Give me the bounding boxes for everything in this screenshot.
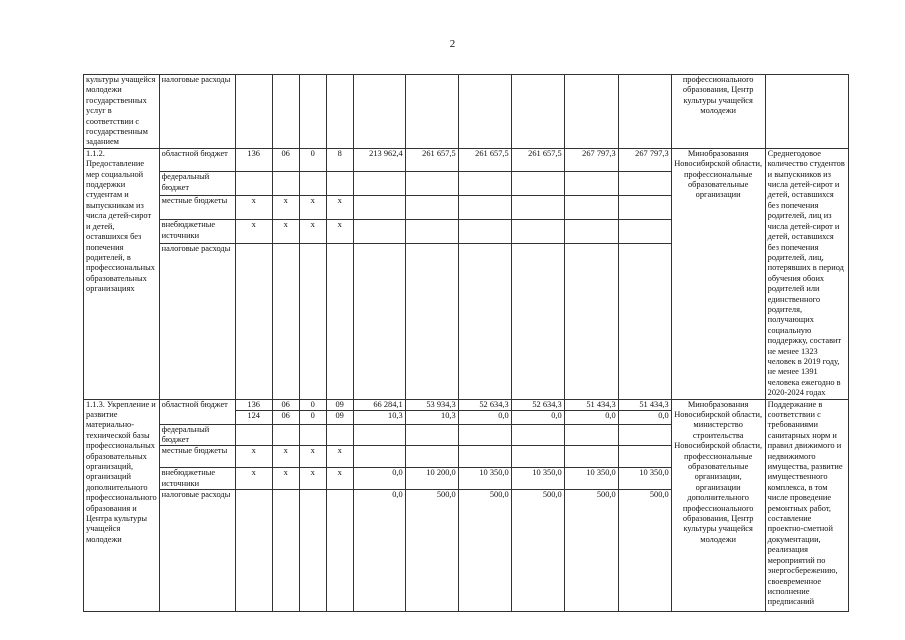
code-cell: х — [235, 195, 272, 220]
value-cell — [353, 220, 405, 243]
code-cell: х — [326, 468, 353, 490]
source-label: налоговые расходы — [159, 243, 235, 399]
value-cell — [618, 243, 671, 399]
page-number: 2 — [449, 38, 456, 50]
value-cell — [458, 446, 511, 468]
code-cell: х — [326, 220, 353, 243]
code-cell: х — [272, 195, 299, 220]
value-cell — [458, 195, 511, 220]
value-cell: 267 797,3 — [564, 148, 618, 171]
result-cell: Среднегодовое количество студентов и выпускников из числа детей-сирот и детей, оставшихся без попечения родителей, лиц из числа детей-сирот и детей, оставшихся без попечения родителей, лиц, потерявших в период обучения обоих родителей или единственного родителя, получающих социальную поддержку, составит не менее 1323 человек в 2019 году, не менее 1391 человека ежегодно в 2020-2024 годах — [765, 148, 848, 399]
code-cell: х — [299, 195, 326, 220]
value-cell — [353, 75, 405, 149]
code-cell — [299, 424, 326, 446]
code-cell: х — [326, 195, 353, 220]
value-cell: 10 200,0 — [405, 468, 458, 490]
code-cell — [235, 490, 272, 612]
value-cell — [458, 399, 511, 424]
source-label: местные бюджеты — [159, 195, 235, 220]
value-cell — [405, 172, 458, 195]
value-cell — [353, 399, 405, 424]
code-cell: х — [235, 468, 272, 490]
value-cell — [618, 75, 671, 149]
table-row — [84, 148, 849, 171]
value-cell: 10 350,0 — [564, 468, 618, 490]
code-cell — [235, 243, 272, 399]
value-cell — [618, 446, 671, 468]
value-cell: 0,0 — [353, 468, 405, 490]
value-cell — [618, 424, 671, 446]
value-cell — [564, 195, 618, 220]
value: 10,3 — [354, 410, 405, 421]
executor-cell: профессионального образования, Центр культуры учащейся молодежи — [671, 75, 765, 149]
executor-cell: Минобразования Новосибирской области, министерство строительства Новосибирской области, профессиональные образовательные организации, организации дополнительного профессионального образования, Центр культуры учащейся молодежи — [671, 399, 765, 612]
code-cell: х — [235, 220, 272, 243]
code-cell — [326, 75, 353, 149]
source-label: областной бюджет — [159, 399, 235, 424]
code-cell: х — [299, 446, 326, 468]
code-value: 124 — [236, 410, 272, 421]
value-cell: 500,0 — [564, 490, 618, 612]
value-cell — [564, 446, 618, 468]
code-cell — [299, 399, 326, 424]
value-cell — [511, 195, 564, 220]
value: 51 434,3 — [586, 399, 616, 409]
code-value: 09 — [327, 410, 353, 421]
value-cell: 500,0 — [458, 490, 511, 612]
value: 0,0 — [619, 410, 671, 421]
code-cell — [299, 243, 326, 399]
source-label: внебюджетные источники — [159, 468, 235, 490]
source-label: федеральный бюджет — [159, 172, 235, 195]
value-cell — [618, 172, 671, 195]
code-value: 0 — [310, 399, 315, 409]
code-cell — [299, 490, 326, 612]
value-cell: 10 350,0 — [618, 468, 671, 490]
executor-cell: Минобразования Новосибирской области, профессиональные образовательные организации — [671, 148, 765, 399]
code-value: 06 — [281, 399, 290, 409]
value-cell — [564, 220, 618, 243]
value-cell — [511, 446, 564, 468]
code-cell — [272, 172, 299, 195]
value-cell — [511, 399, 564, 424]
source-label: местные бюджеты — [159, 446, 235, 468]
code-cell: 8 — [326, 148, 353, 171]
value-cell — [405, 195, 458, 220]
value-cell — [405, 220, 458, 243]
value-cell: 261 657,5 — [458, 148, 511, 171]
code-value: 06 — [273, 410, 299, 421]
code-cell — [299, 75, 326, 149]
source-label: федеральный бюджет — [159, 424, 235, 446]
value-cell — [618, 399, 671, 424]
code-cell — [326, 172, 353, 195]
value: 0,0 — [512, 410, 564, 421]
value-cell: 261 657,5 — [511, 148, 564, 171]
value: 0,0 — [459, 410, 511, 421]
code-cell — [272, 75, 299, 149]
value-cell — [353, 446, 405, 468]
value-cell: 10 350,0 — [511, 468, 564, 490]
value-cell — [405, 399, 458, 424]
task-cell: 1.1.3. Укрепление и развитие материально-технической базы профессиональных образовательных организаций, организаций дополнительного профессионального образования и Центра культуры учащейся молодежи — [84, 399, 160, 612]
value-cell: 500,0 — [511, 490, 564, 612]
value-cell — [458, 220, 511, 243]
code-cell: х — [272, 220, 299, 243]
value-cell — [458, 172, 511, 195]
code-cell: 0 — [299, 148, 326, 171]
code-cell — [326, 490, 353, 612]
value-cell — [511, 220, 564, 243]
value-cell — [564, 172, 618, 195]
source-label: внебюджетные источники — [159, 220, 235, 243]
code-cell: 136 — [235, 148, 272, 171]
value-cell: 500,0 — [405, 490, 458, 612]
value-cell: 213 962,4 — [353, 148, 405, 171]
value-cell — [353, 172, 405, 195]
table-row — [84, 399, 849, 424]
value: 52 634,3 — [532, 399, 562, 409]
value-cell — [511, 172, 564, 195]
code-cell: 06 — [272, 148, 299, 171]
code-cell — [272, 243, 299, 399]
value: 52 634,3 — [479, 399, 509, 409]
value-cell: 0,0 — [353, 490, 405, 612]
source-label: областной бюджет — [159, 148, 235, 171]
value: 0,0 — [565, 410, 618, 421]
code-cell: х — [272, 446, 299, 468]
value-cell: 10 350,0 — [458, 468, 511, 490]
value: 10,3 — [406, 410, 458, 421]
value-cell — [405, 446, 458, 468]
code-cell — [235, 75, 272, 149]
result-cell: Поддержание в соответствии с требованиями санитарных норм и правил движимого и недвижимого имущества, развитие имущественного комплекса, в том числе проведение ремонтных работ, составление проектно-сметной документации, реализация мероприятий по энергосбережению, своевременное исполнение предписаний — [765, 399, 848, 612]
value-cell — [353, 243, 405, 399]
code-cell — [326, 399, 353, 424]
result-cell — [765, 75, 848, 149]
code-value: 0 — [300, 410, 326, 421]
code-cell — [272, 490, 299, 612]
code-cell: х — [299, 220, 326, 243]
source-label: налоговые расходы — [159, 75, 235, 149]
value-cell — [405, 75, 458, 149]
code-cell — [299, 172, 326, 195]
code-cell — [326, 424, 353, 446]
code-cell — [235, 172, 272, 195]
value-cell — [353, 424, 405, 446]
value: 51 434,3 — [639, 399, 669, 409]
value-cell — [564, 399, 618, 424]
value-cell — [511, 424, 564, 446]
value: 66 284,1 — [373, 399, 403, 409]
value-cell — [564, 424, 618, 446]
value-cell — [458, 75, 511, 149]
code-value: 09 — [335, 399, 344, 409]
code-cell — [272, 399, 299, 424]
value: 53 934,3 — [426, 399, 456, 409]
code-cell: х — [235, 446, 272, 468]
value-cell — [564, 75, 618, 149]
source-label: налоговые расходы — [159, 490, 235, 612]
code-cell: х — [272, 468, 299, 490]
value-cell — [511, 243, 564, 399]
value-cell — [458, 424, 511, 446]
code-cell — [272, 424, 299, 446]
value-cell: 267 797,3 — [618, 148, 671, 171]
code-cell — [235, 424, 272, 446]
code-value: 136 — [247, 399, 260, 409]
code-cell: х — [326, 446, 353, 468]
table-row — [84, 75, 849, 149]
value-cell — [405, 424, 458, 446]
value-cell — [458, 243, 511, 399]
value-cell — [618, 220, 671, 243]
task-cell: 1.1.2. Предоставление мер социальной поддержки студентам и выпускникам из числа детей-сирот и детей, оставшихся без попечения родителей, в профессиональных образовательных организациях — [84, 148, 160, 399]
value-cell: 261 657,5 — [405, 148, 458, 171]
value-cell — [618, 195, 671, 220]
task-cell: культуры учащейся молодежи государственных услуг в соответствии с государственным заданием — [84, 75, 160, 149]
program-table — [83, 74, 849, 612]
value-cell — [564, 243, 618, 399]
value-cell — [405, 243, 458, 399]
value-cell: 500,0 — [618, 490, 671, 612]
code-cell — [326, 243, 353, 399]
value-cell — [353, 195, 405, 220]
code-cell — [235, 399, 272, 424]
code-cell: х — [299, 468, 326, 490]
value-cell — [511, 75, 564, 149]
